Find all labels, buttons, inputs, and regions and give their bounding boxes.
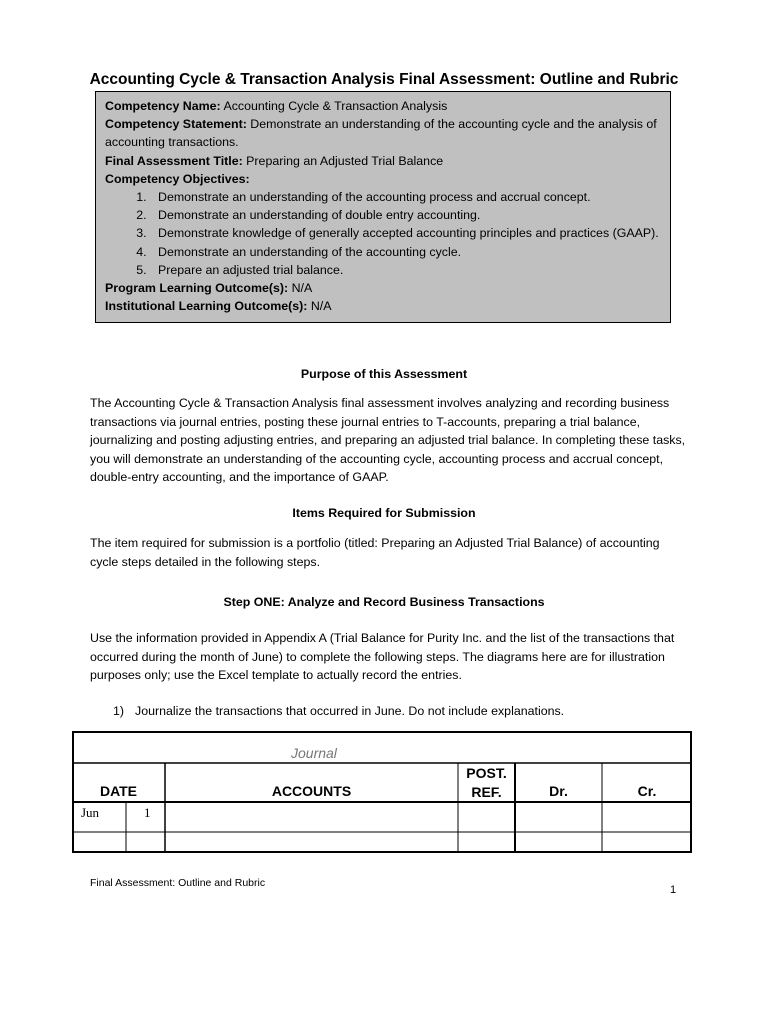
competency-statement: Competency Statement: Demonstrate an understanding of the accounting cycle and the analysis of accounting transactions. xyxy=(105,117,657,150)
purpose-text: The Accounting Cycle & Transaction Analysis final assessment involves analyzing and recording business transactions via journal entries, posting these journal entries to T-accounts, preparing a trial balance, journalizing and posting adjusting entries, and preparing an adjusted trial balance. In completing these tasks, you will demonstrate an understanding of the accounting cycle, accounting process and accrual concept, double-entry accounting, and the importance of GAAP. xyxy=(90,396,686,485)
step-one-heading: Step ONE: Analyze and Record Business Transactions xyxy=(223,595,545,609)
page-number: 1 xyxy=(670,884,677,896)
list-item: 5. Prepare an adjusted trial balance. xyxy=(150,261,661,279)
page-title: Accounting Cycle & Transaction Analysis Final Assessment: Outline and Rubric xyxy=(89,71,679,88)
assessment-title: Final Assessment Title: Preparing an Adjusted Trial Balance xyxy=(105,153,444,168)
objectives-label: Competency Objectives: xyxy=(105,171,250,186)
col-accounts: ACCOUNTS xyxy=(271,783,352,799)
list-item: 2. Demonstrate an understanding of double entry accounting. xyxy=(150,206,661,224)
step-item-number: 1) xyxy=(113,704,125,718)
list-item: 1. Demonstrate an understanding of the accounting process and accrual concept. xyxy=(150,188,661,206)
col-date: DATE xyxy=(99,783,138,799)
institutional-outcome: Institutional Learning Outcome(s): N/A xyxy=(105,299,332,314)
col-cr: Cr. xyxy=(637,783,657,799)
program-outcome: Program Learning Outcome(s): N/A xyxy=(105,281,313,296)
row-day: 1 xyxy=(144,805,151,820)
list-item: 3. Demonstrate knowledge of generally accepted accounting principles and practices (GAAP). xyxy=(150,224,661,242)
objectives-list xyxy=(105,188,661,279)
col-post-ref: POST. REF. xyxy=(466,765,507,800)
items-text: The item required for submission is a portfolio (titled: Preparing an Adjusted Trial Balance) of accounting cycle steps detailed in the following steps. xyxy=(90,536,660,569)
step-item xyxy=(113,704,564,718)
step-item-text: Journalize the transactions that occurred in June. Do not include explanations. xyxy=(135,704,565,718)
competency-box xyxy=(95,91,671,323)
items-heading: Items Required for Submission xyxy=(292,506,476,520)
step-one-text: Use the information provided in Appendix A (Trial Balance for Purity Inc. and the list of the transactions that occurred during the month of June) to complete the following steps. The diagrams here are for illustration purposes only; use the Excel template to actually record the entries. xyxy=(90,631,675,683)
journal-table xyxy=(72,731,692,853)
purpose-heading: Purpose of this Assessment xyxy=(300,367,468,381)
competency-name: Competency Name: Accounting Cycle & Transaction Analysis xyxy=(105,99,448,113)
row-month: Jun xyxy=(81,805,100,820)
col-dr: Dr. xyxy=(549,783,568,799)
journal-title: Journal xyxy=(291,745,337,761)
list-item: 4. Demonstrate an understanding of the accounting cycle. xyxy=(150,243,661,261)
footer-text: Final Assessment: Outline and Rubric xyxy=(90,877,266,889)
